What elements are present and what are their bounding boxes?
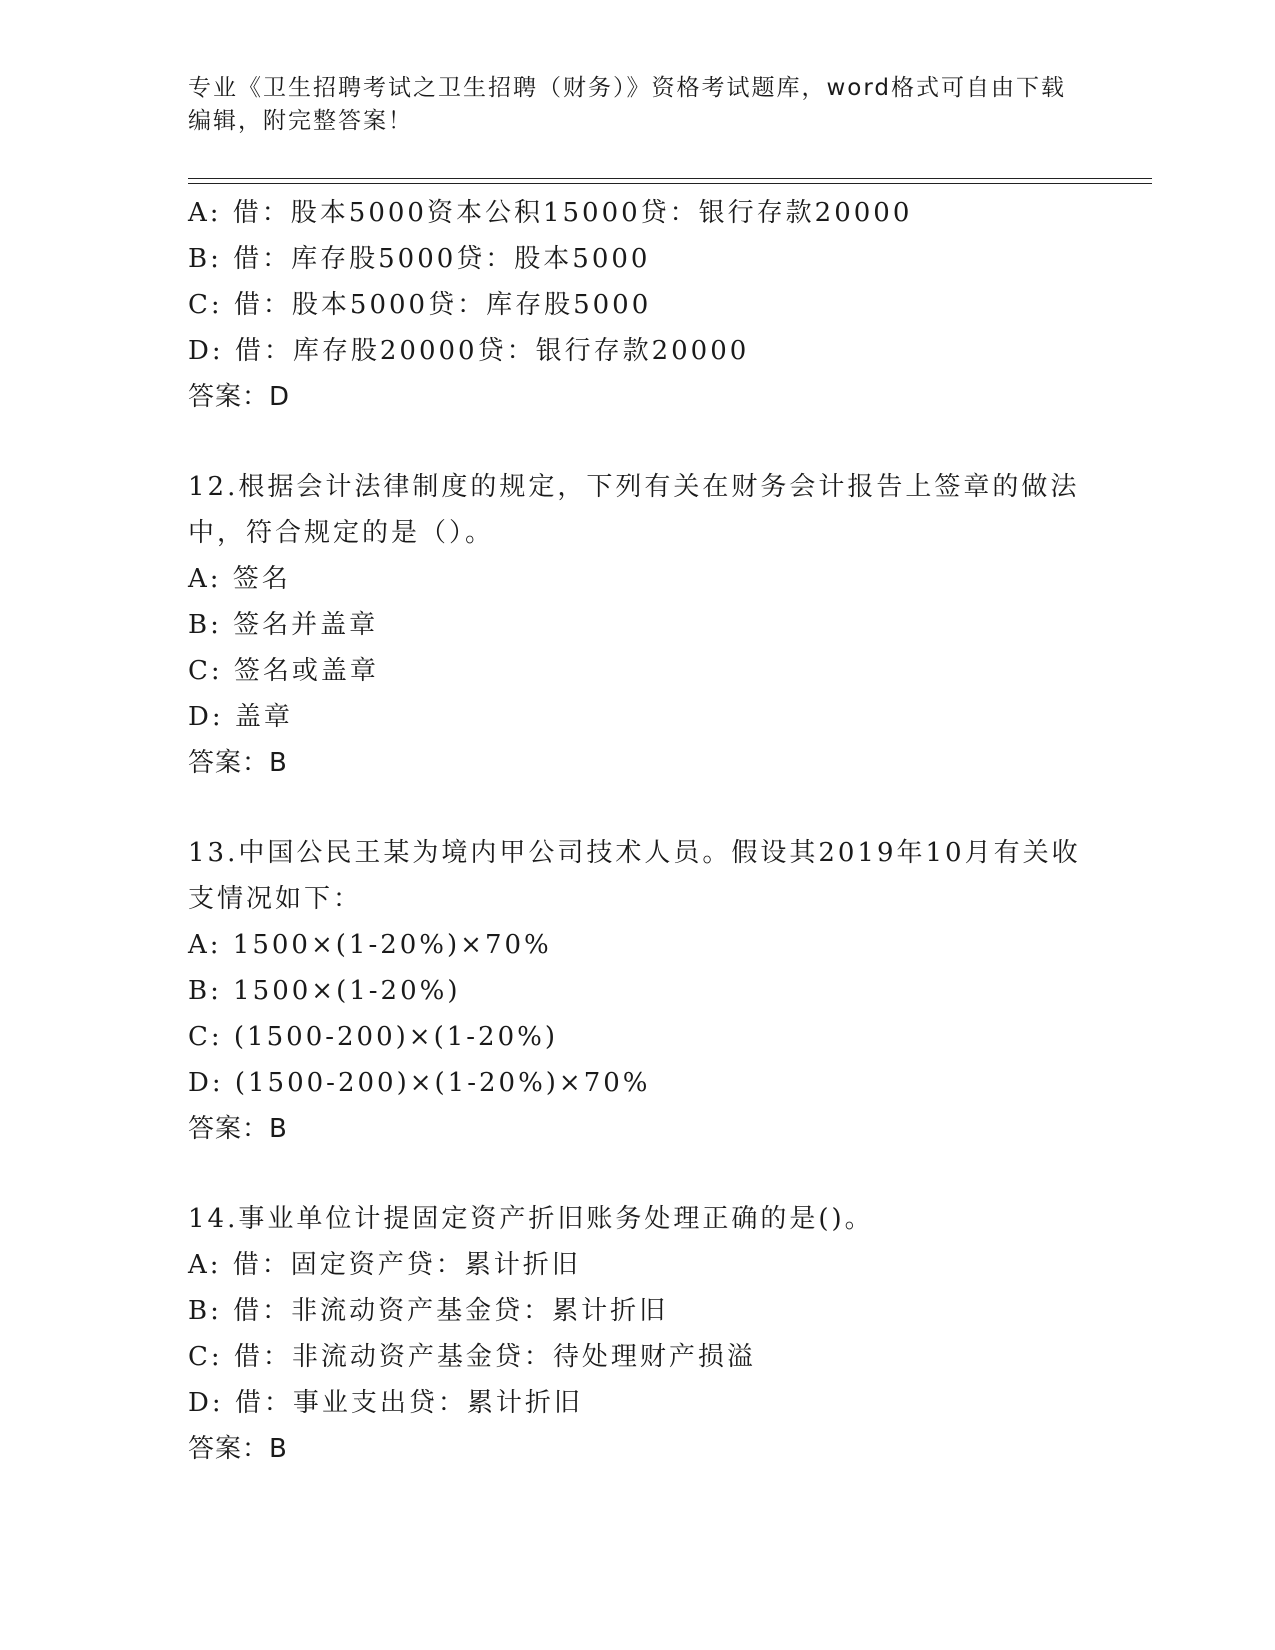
question-13 xyxy=(188,830,1088,1152)
option-c: C: (1500-200)×(1-20%) xyxy=(188,1022,558,1052)
spacer xyxy=(188,420,1088,464)
option-a: A: 签名 xyxy=(188,564,291,594)
option-b: B: 借：库存股5000贷：股本5000 xyxy=(188,244,651,274)
option-d: D: (1500-200)×(1-20%)×70% xyxy=(188,1068,651,1098)
answer-line: 答案：B xyxy=(188,1434,288,1464)
option-a: A: 借：股本5000资本公积15000贷：银行存款20000 xyxy=(188,198,913,228)
question-12 xyxy=(188,464,1088,786)
header-line-1: 专业《卫生招聘考试之卫生招聘（财务）》资格考试题库，word格式可自由下载 xyxy=(188,75,1067,101)
option-d: D: 盖章 xyxy=(188,702,293,732)
question-11 xyxy=(188,190,1088,420)
option-c: C: 借：股本5000贷：库存股5000 xyxy=(188,290,652,320)
question-stem-line-2: 中，符合规定的是（）。 xyxy=(188,518,495,548)
answer-line: 答案：D xyxy=(188,382,291,412)
option-b: B: 借：非流动资产基金贷：累计折旧 xyxy=(188,1296,669,1326)
option-d: D: 借：事业支出贷：累计折旧 xyxy=(188,1388,583,1418)
spacer xyxy=(188,1152,1088,1196)
question-14 xyxy=(188,1196,1088,1472)
answer-line: 答案：B xyxy=(188,748,288,778)
answer-line: 答案：B xyxy=(188,1114,288,1144)
header-divider-top xyxy=(188,178,1152,179)
option-c: C: 借：非流动资产基金贷：待处理财产损溢 xyxy=(188,1342,756,1372)
question-stem-line-1: 13.中国公民王某为境内甲公司技术人员。假设其2019年10月有关收 xyxy=(188,838,1081,868)
option-c: C: 签名或盖章 xyxy=(188,656,379,686)
option-a: A: 1500×(1-20%)×70% xyxy=(188,930,552,960)
question-stem-line-1: 14.事业单位计提固定资产折旧账务处理正确的是()。 xyxy=(188,1204,874,1234)
option-d: D: 借：库存股20000贷：银行存款20000 xyxy=(188,336,750,366)
document-header xyxy=(188,72,1068,138)
header-line-2: 编辑，附完整答案！ xyxy=(188,108,413,134)
option-b: B: 1500×(1-20%) xyxy=(188,976,461,1006)
option-a: A: 借：固定资产贷：累计折旧 xyxy=(188,1250,581,1280)
spacer xyxy=(188,786,1088,830)
question-stem-line-2: 支情况如下： xyxy=(188,884,363,914)
question-stem-line-1: 12.根据会计法律制度的规定，下列有关在财务会计报告上签章的做法 xyxy=(188,472,1080,502)
question-list xyxy=(188,190,1088,1472)
option-b: B: 签名并盖章 xyxy=(188,610,379,640)
header-divider-bottom xyxy=(188,183,1152,184)
